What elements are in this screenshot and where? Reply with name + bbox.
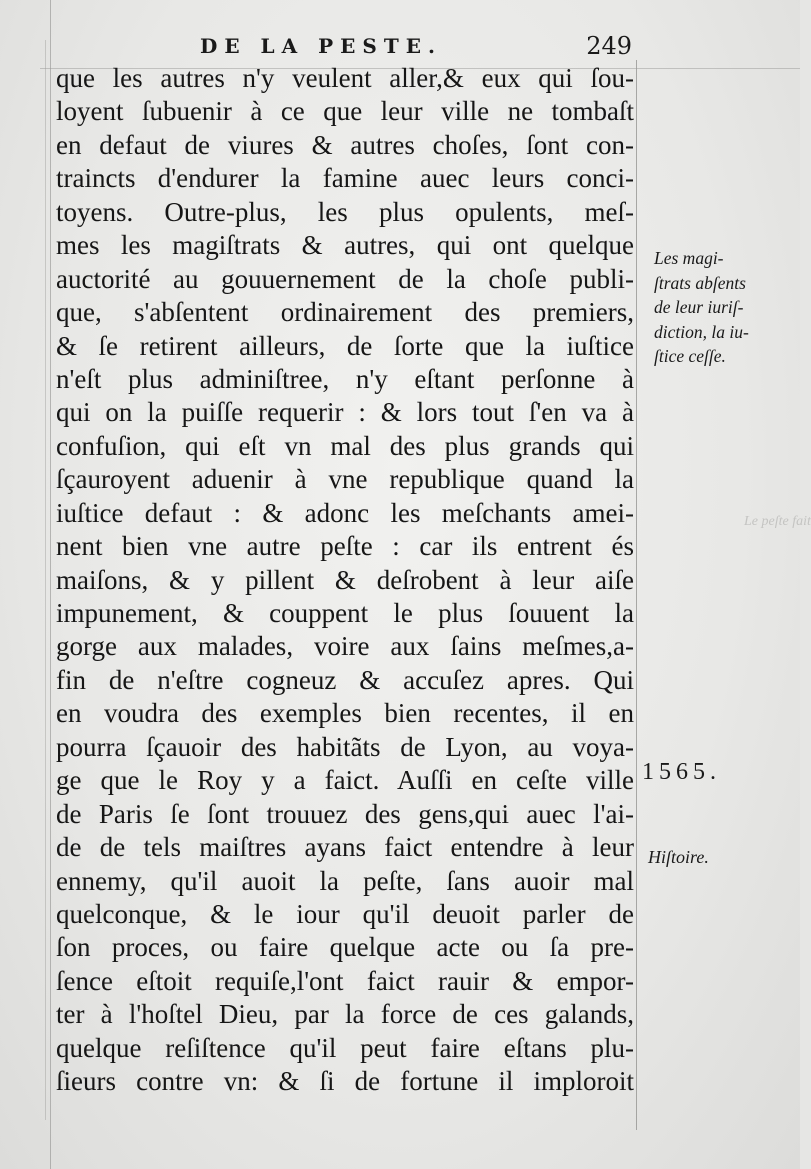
text-line: ſon proces, ou faire quelque acte ou ſa pre- <box>56 932 634 963</box>
text-line: ge que le Roy y a faict. Auſſi en ceſte ville <box>56 765 634 796</box>
text-line: auctorité au gouuernement de la choſe publi- <box>56 263 634 294</box>
left-margin-rule <box>50 0 51 1169</box>
text-line: nent bien vne autre peſte : car ils entrent és <box>56 531 634 562</box>
main-text-column <box>56 62 634 1099</box>
text-line: ſçauroyent aduenir à vne republique quand la <box>56 464 634 495</box>
running-title: DE LA PESTE. <box>200 34 442 58</box>
margin-note-line: ſtice ceſſe. <box>654 346 726 366</box>
text-line: traincts d'endurer la famine auec leurs conci- <box>56 163 634 194</box>
text-line: ter à l'hoſtel Dieu, par la force de ces galands, <box>56 999 634 1030</box>
text-line: pourra ſçauoir des habitãts de Lyon, au voya- <box>56 731 634 762</box>
margin-note-line: Les magi- <box>654 248 724 268</box>
margin-note-year: 1565. <box>642 759 721 785</box>
text-line: quelque reſiſtence qu'il peut faire eſtans plu- <box>56 1032 634 1063</box>
margin-note-line: de leur iuriſ- <box>654 297 744 317</box>
text-line: n'eſt plus adminiſtree, n'y eſtant perſonne à <box>56 363 634 394</box>
text-line: impunement, & couppent le plus ſouuent la <box>56 598 634 628</box>
margin-note-history: Hiſtoire. <box>648 847 709 867</box>
text-line: mes les magiſtrats & autres, qui ont quelque <box>56 230 634 261</box>
text-line: & ſe retirent ailleurs, de ſorte que la iuſtice <box>56 330 634 361</box>
page-edge-rule <box>45 40 46 1120</box>
text-column-right-rule <box>636 60 637 1130</box>
text-line: gorge aux malades, voire aux ſains meſmes,a- <box>56 631 634 662</box>
text-line: loyent ſubuenir à ce que leur ville ne tombaſt <box>56 96 634 127</box>
text-line: en defaut de viures & autres choſes, ſont con- <box>56 129 634 160</box>
text-line: ennemy, qu'il auoit la peſte, ſans auoir mal <box>56 865 634 896</box>
text-line: maiſons, & y pillent & deſrobent à leur aiſe <box>56 564 634 595</box>
text-line: toyens. Outre-plus, les plus opulents, meſ- <box>56 196 634 227</box>
text-line: fin de n'eſtre cogneuz & accuſez apres. Qui <box>56 664 634 695</box>
text-line: ſieurs contre vn: & ſi de fortune il imploroit <box>56 1066 634 1097</box>
text-line: de de tels maiſtres ayans faict entendre à leur <box>56 832 634 863</box>
page-number: 249 <box>586 32 632 60</box>
margin-note-line: ſtrats abſents <box>654 272 746 293</box>
text-line: que, s'abſentent ordinairement des premiers, <box>56 297 634 328</box>
text-line: ſence eſtoit requiſe,l'ont faict rauir & empor- <box>56 965 634 996</box>
bleed-through-mark <box>744 650 748 670</box>
text-line: confuſion, qui eſt vn mal des plus grands qui <box>56 430 634 461</box>
text-line: quelconque, & le iour qu'il deuoit parler de <box>56 898 634 929</box>
bleed-through-mark: Le peſte fait <box>744 514 811 529</box>
text-line: que les autres n'y veulent aller,& eux qui ſou- <box>56 63 634 93</box>
page-header <box>200 30 640 66</box>
text-line: en voudra des exemples bien recentes, il en <box>56 698 634 729</box>
text-line: qui on la puiſſe requerir : & lors tout ſ'en va à <box>56 397 634 428</box>
text-line: iuſtice defaut : & adonc les meſchants amei- <box>56 497 634 528</box>
margin-note-magistrates <box>654 246 784 369</box>
text-line: de Paris ſe ſont trouuez des gens,qui auec l'ai- <box>56 798 634 829</box>
margin-note-line: diction, la iu- <box>654 321 749 342</box>
